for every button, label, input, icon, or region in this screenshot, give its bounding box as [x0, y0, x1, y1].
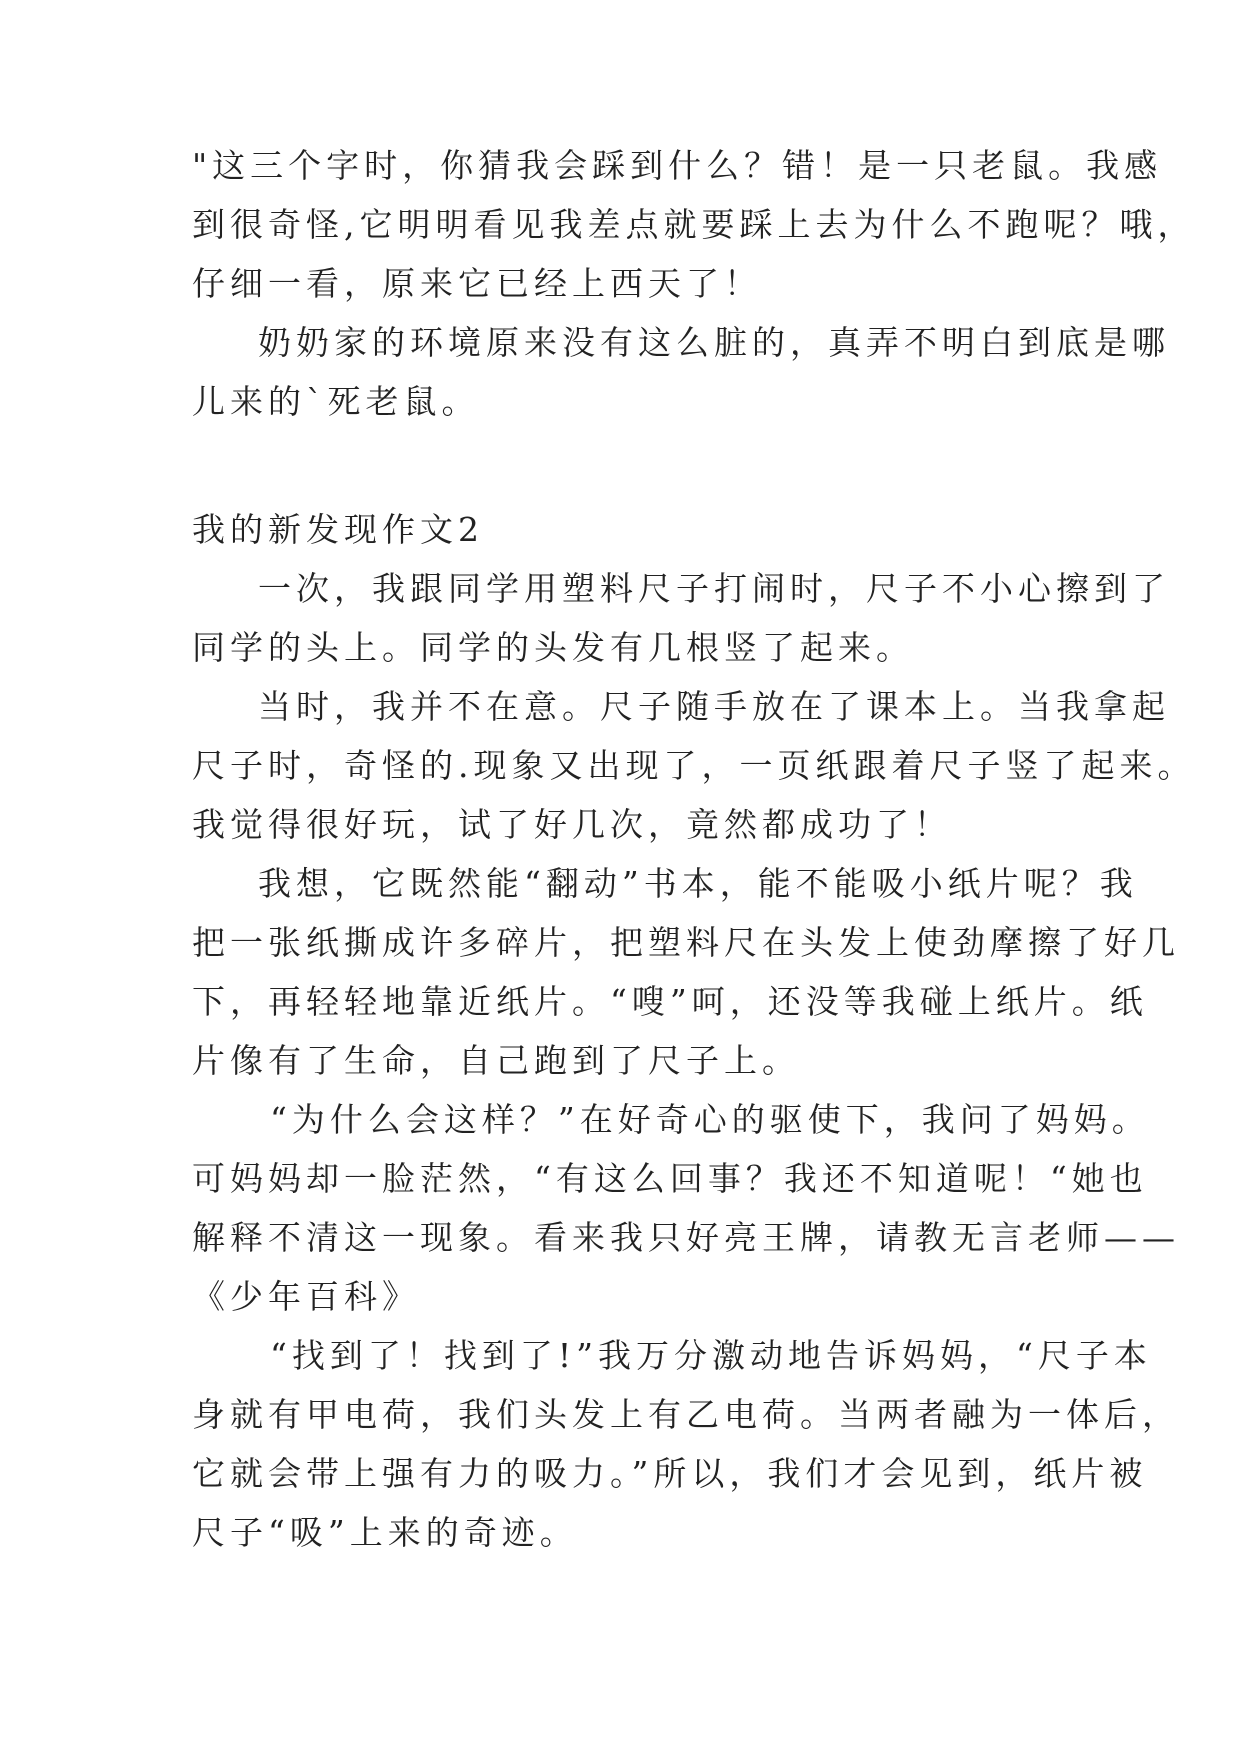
- text-line: 《少年百科》: [192, 1277, 420, 1316]
- text-line: 把一张纸撕成许多碎片，把塑料尺在头发上使劲摩擦了好几: [192, 923, 1180, 962]
- text-line: 我想，它既然能“翻动”书本，能不能吸小纸片呢？我: [258, 864, 1138, 903]
- text-line: 尺子“吸”上来的奇迹。: [192, 1513, 578, 1552]
- text-line: “为什么会这样？”在好奇心的驱使下，我问了妈妈。: [270, 1100, 1150, 1139]
- section-heading: 我的新发现作文2: [192, 510, 484, 549]
- text-line: 下，再轻轻地靠近纸片。“嗖”呵，还没等我碰上纸片。纸: [192, 982, 1148, 1021]
- text-line: “找到了！找到了!”我万分激动地告诉妈妈，“尺子本: [270, 1336, 1152, 1375]
- text-line: 可妈妈却一脸茫然，“有这么回事？我还不知道呢！“她也: [192, 1159, 1148, 1198]
- text-line: 它就会带上强有力的吸力。”所以，我们才会见到，纸片被: [192, 1454, 1148, 1493]
- text-line: 到很奇怪,它明明看见我差点就要踩上去为什么不跑呢？哦，: [192, 205, 1196, 244]
- text-line: 当时，我并不在意。尺子随手放在了课本上。当我拿起: [258, 687, 1170, 726]
- text-line: 身就有甲电荷，我们头发上有乙电荷。当两者融为一体后，: [192, 1395, 1180, 1434]
- text-line: 同学的头上。同学的头发有几根竖了起来。: [192, 628, 914, 667]
- text-line: 仔细一看，原来它已经上西天了！: [192, 264, 762, 303]
- text-line: 一次，我跟同学用塑料尺子打闹时，尺子不小心擦到了: [258, 569, 1170, 608]
- text-line: 儿来的`死老鼠。: [192, 382, 480, 421]
- text-line: 我觉得很好玩，试了好几次，竟然都成功了！: [192, 805, 952, 844]
- text-line: 片像有了生命，自己跑到了尺子上。: [192, 1041, 800, 1080]
- text-line: 解释不清这一现象。看来我只好亮王牌，请教无言老师——: [192, 1218, 1180, 1257]
- text-line: 奶奶家的环境原来没有这么脏的，真弄不明白到底是哪: [258, 323, 1170, 362]
- text-line: "这三个字时，你猜我会踩到什么？错！是一只老鼠。我感: [192, 146, 1163, 185]
- text-line: 尺子时，奇怪的.现象又出现了，一页纸跟着尺子竖了起来。: [192, 746, 1196, 785]
